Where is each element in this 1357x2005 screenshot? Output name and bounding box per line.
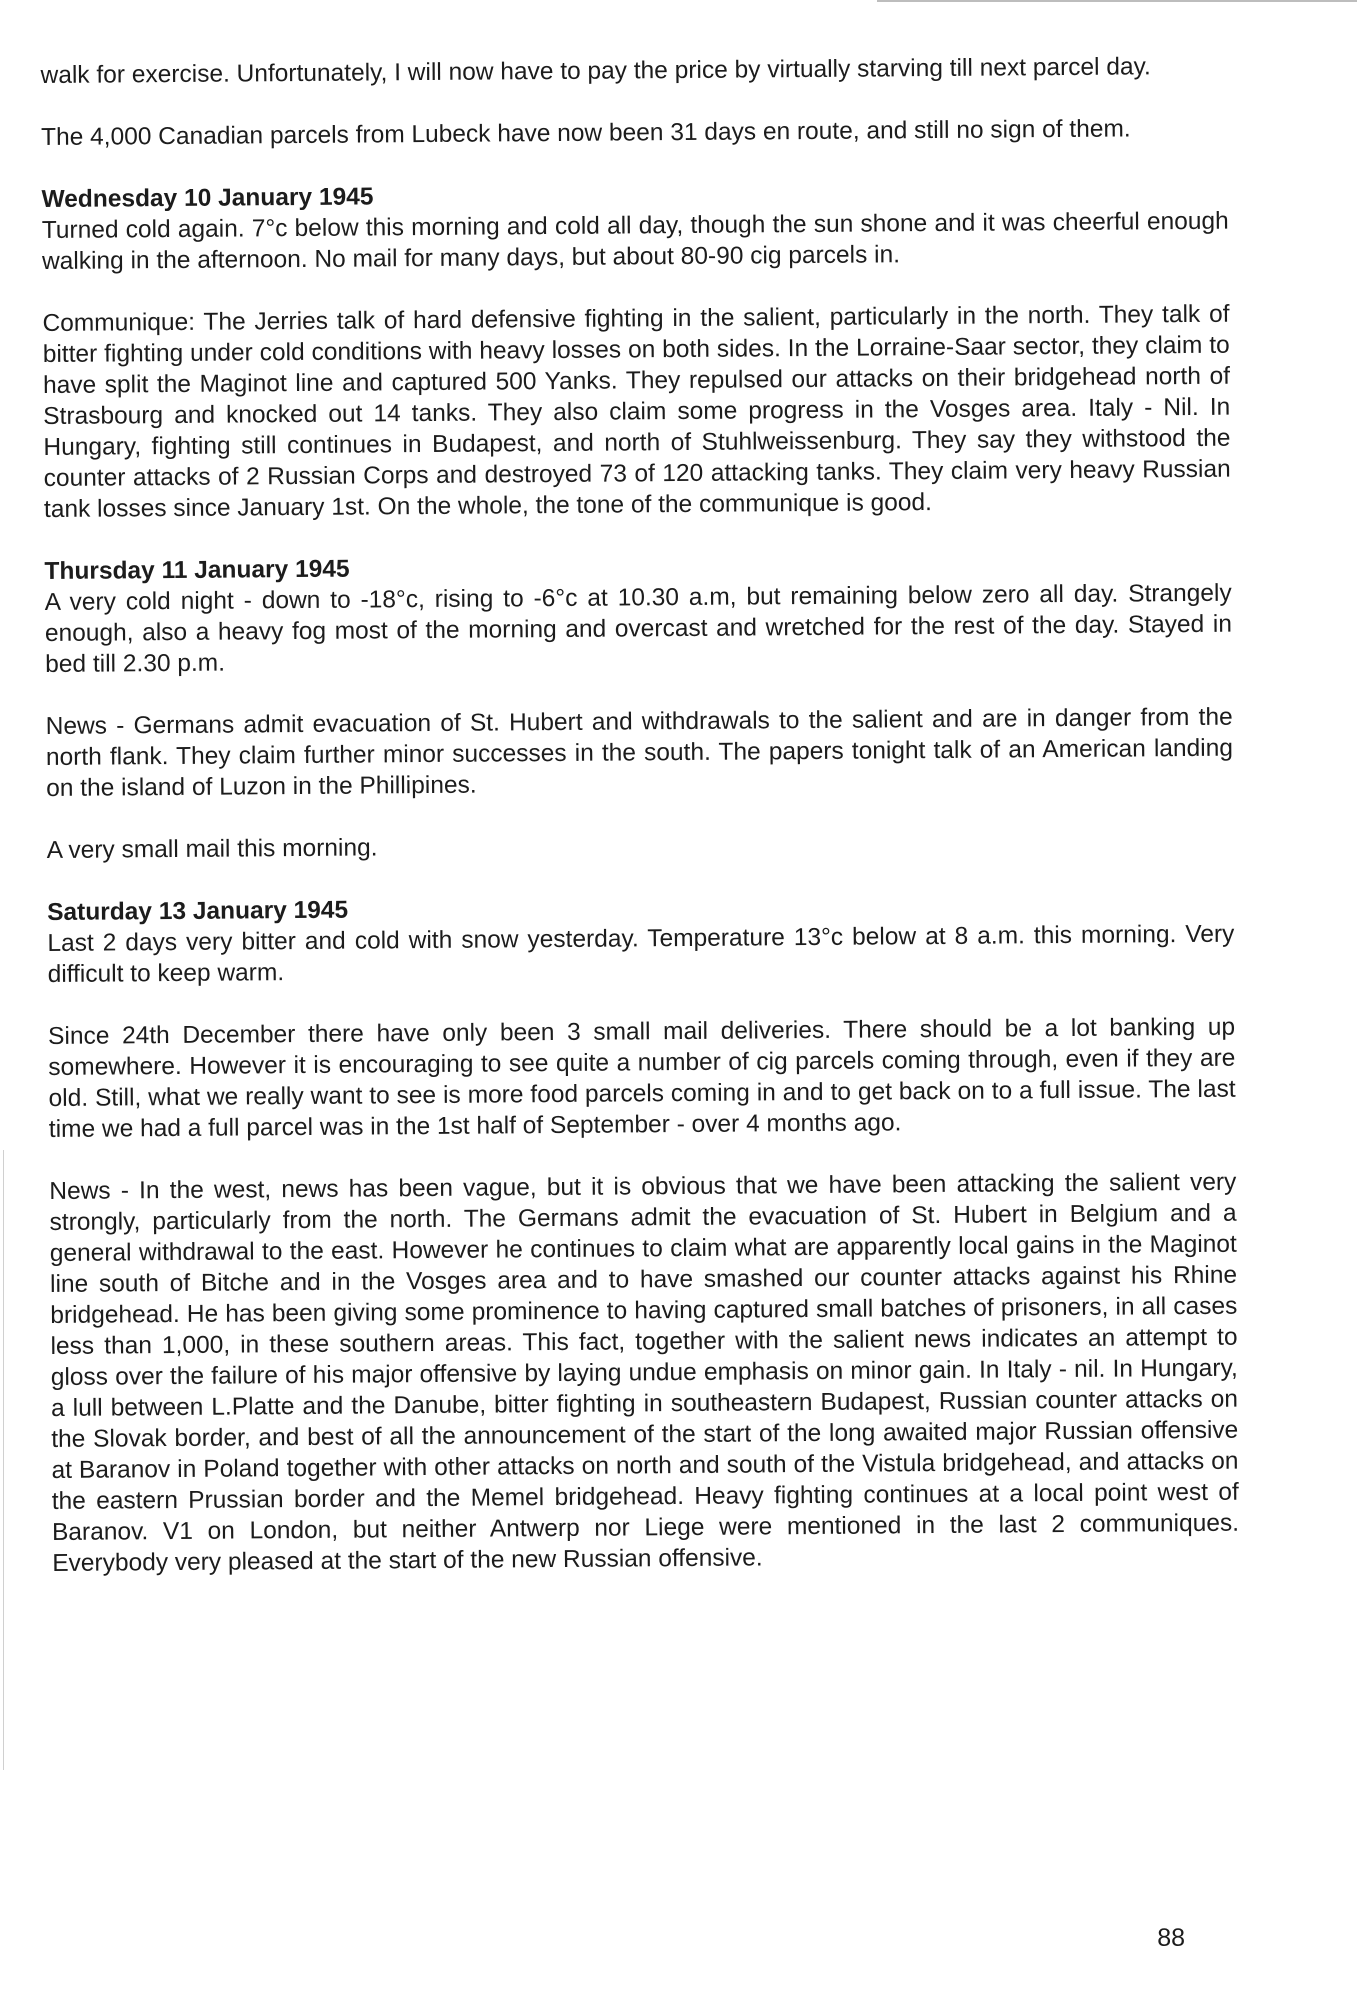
paragraph: Last 2 days very bitter and cold with snow yesterday. Temperature 13°c below at 8 a.m. this morning. Very difficult to keep warm. bbox=[47, 920, 1235, 988]
entry-date-heading: Thursday 11 January 1945 bbox=[44, 555, 350, 585]
paragraph: The 4,000 Canadian parcels from Lubeck have now been 31 days en route, and still no sign of them. bbox=[40, 115, 1131, 152]
entry-date-heading: Saturday 13 January 1945 bbox=[47, 896, 349, 926]
paragraph: A very small mail this morning. bbox=[46, 834, 378, 864]
scan-margin-line bbox=[3, 1150, 4, 1770]
paragraph: Since 24th December there have only been 3 small mail deliveries. There should be a lot banking up somewhere. However it is encouraging to see quite a number of cig parcels coming through, even if they are old. Still, what we really want to see is more food parcels coming in and to get back on to a full issue. The last time we had a full parcel was in the 1st half of September - over 4 months ago. bbox=[48, 1013, 1236, 1143]
diary-entry bbox=[44, 547, 1232, 680]
diary-entry bbox=[41, 175, 1229, 277]
paragraph: Communique: The Jerries talk of hard defensive fighting in the salient, particularly in the north. They talk of bitter fighting under cold conditions with heavy losses on both sides. In the Lorraine-Saar sector, they claim to have split the Maginot line and captured 500 Yanks. They repulsed our attacks on their bridgehead north of Strasbourg and knocked out 14 tanks. They also claim some progress in the Vosges area. Italy - Nil. In Hungary, fighting still continues in Budapest, and north of Stuhlweissenburg. They say they withstood the counter attacks of 2 Russian Corps and destroyed 73 of 120 attacking tanks. They claim very heavy Russian tank losses since January 1st. On the whole, the tone of the communique is good. bbox=[42, 300, 1231, 523]
entry-date-heading: Wednesday 10 January 1945 bbox=[41, 183, 374, 214]
paragraph: walk for exercise. Unfortunately, I will now have to pay the price by virtually starving till next parcel day. bbox=[40, 53, 1151, 90]
paragraph: News - Germans admit evacuation of St. Hubert and withdrawals to the salient and are in danger from the north flank. They claim further minor successes in the south. The papers tonight talk of an American landing on the island of Luzon in the Phillipines. bbox=[45, 703, 1233, 802]
page-number: 88 bbox=[1157, 1924, 1185, 1952]
paragraph: Turned cold again. 7°c below this morning and cold all day, though the sun shone and it was cheerful enough walking in the afternoon. No mail for many days, but about 80-90 cig parcels in. bbox=[41, 207, 1229, 276]
paragraph: A very cold night - down to -18°c, rising to -6°c at 10.30 a.m, but remaining below zero all day. Strangely enough, also a heavy fog most of the morning and overcast and wretched for the rest of the day. Stayed in bed till 2.30 p.m. bbox=[44, 579, 1233, 678]
paragraph: News - In the west, news has been vague, but it is obvious that we have been attacking the salient very strongly, particularly from the north. The Germans admit the evacuation of St. Hubert in Belgium and a general withdrawal to the east. However he continues to claim what are apparently local gains in the Maginot line south of Bitche and in the Vosges area and to have smashed our counter attacks against his Rhine bridgehead. He has been giving some prominence to having captured small batches of prisoners, in all cases less than 1,000, in these southern areas. This fact, together with the salient news indicates an attempt to gloss over the failure of his major offensive by laying undue emphasis on minor gain. In Italy - nil. In Hungary, a lull between L.Platte and the Danube, bitter fighting in southeastern Budapest, Russian counter attacks on the Slovak border, and best of all the announcement of the start of the long awaited major Russian offensive at Baranov in Poland together with other attacks on north and south of the Vistula bridgehead, and attacks on the eastern Prussian border and the Memel bridgehead. Heavy fighting continues at a local point west of Baranov. V1 on London, but neither Antwerp nor Liege were mentioned in the last 2 communiques. Everybody very pleased at the start of the new Russian offensive. bbox=[49, 1168, 1240, 1577]
diary-entry bbox=[47, 888, 1235, 990]
